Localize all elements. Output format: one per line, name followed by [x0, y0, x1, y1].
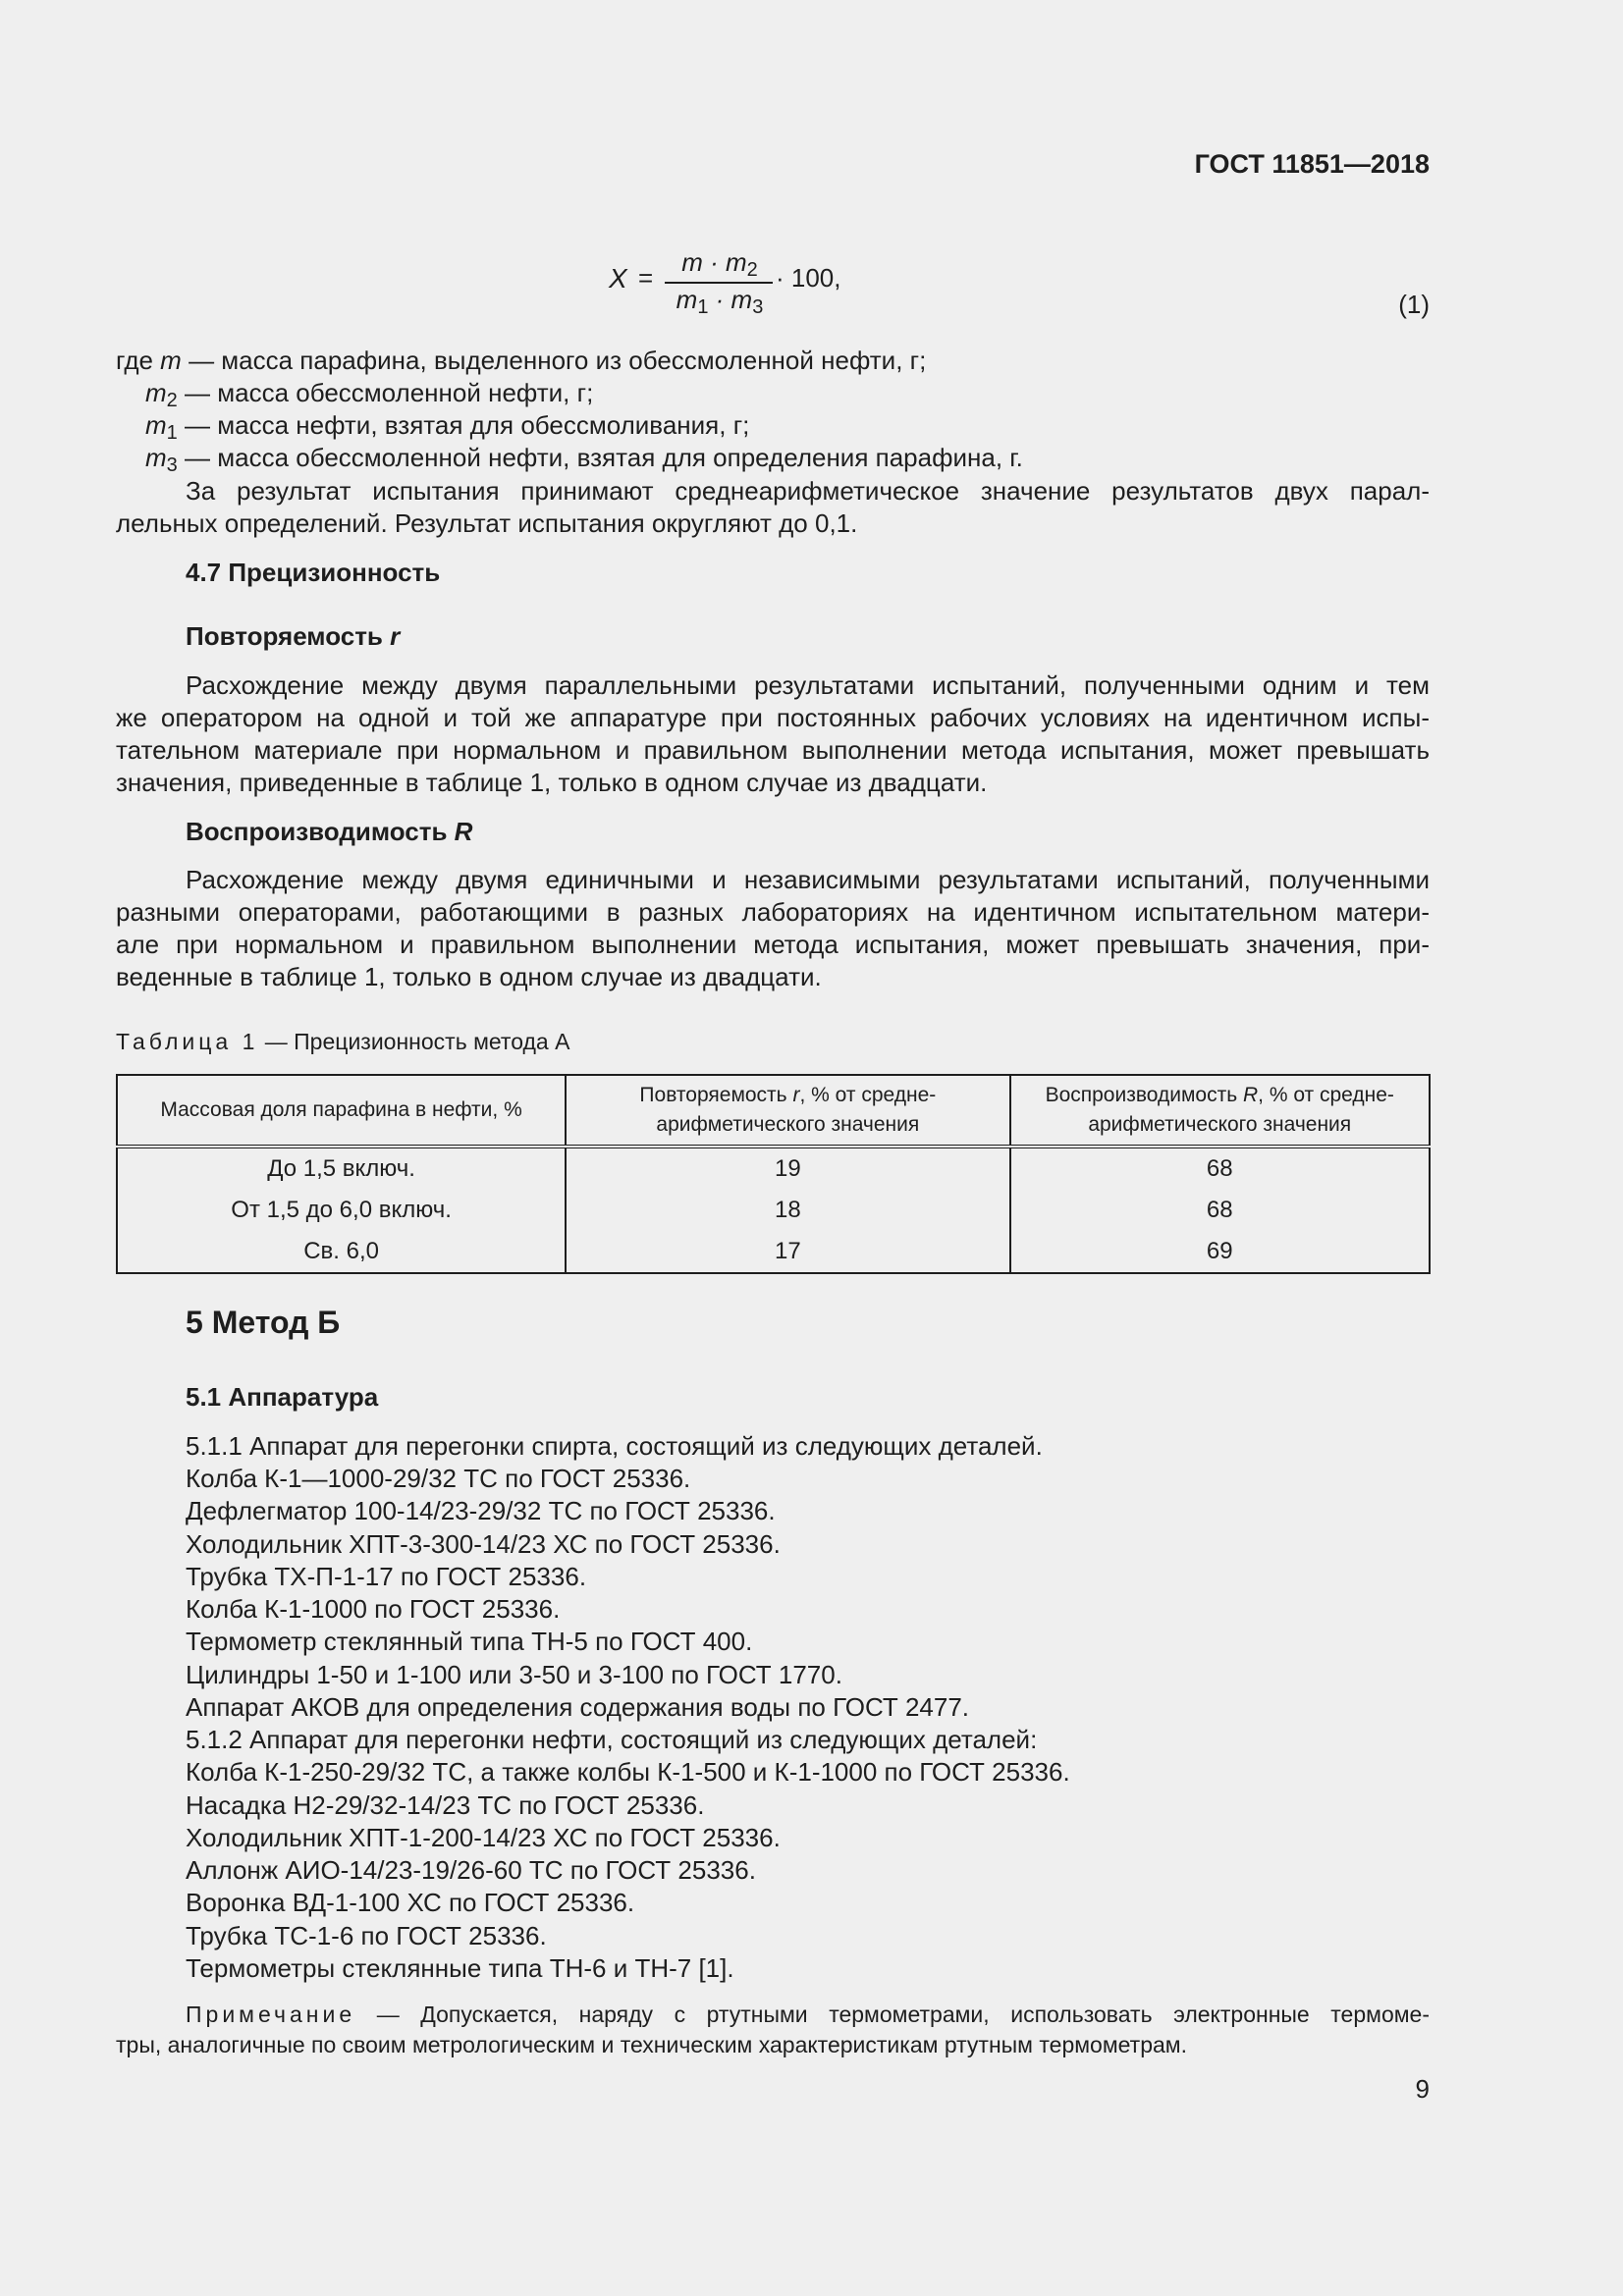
- table-cell: 68: [1010, 1147, 1430, 1190]
- note-line-1: Примечание — Допускается, наряду с ртутными термометрами, использовать электронные термоме-: [186, 2002, 1430, 2027]
- table-row: [117, 1147, 1430, 1190]
- table-cell: До 1,5 включ.: [117, 1147, 566, 1190]
- formula-numerator: $m \cdot m_2$: [681, 247, 758, 281]
- table-cell: 69: [1010, 1231, 1430, 1273]
- reproducibility-title: Воспроизводимость R: [186, 817, 473, 846]
- col-header-paraffin: Массовая доля парафина в нефти, %: [117, 1075, 566, 1147]
- apparatus-item: Холодильник ХПТ-1-200-14/23 ХС по ГОСТ 25336.: [186, 1823, 781, 1852]
- where-line-m1: $m_1$ — масса нефти, взятая для обессмоливания, г;: [145, 410, 750, 444]
- repeatability-line-3: тательном материале при нормальном и правильном выполнении метода испытания, может превышать: [116, 735, 1430, 765]
- col-header-repeatability: Повторяемость r, % от средне- арифметического значения: [566, 1075, 1009, 1147]
- table-cell: От 1,5 до 6,0 включ.: [117, 1190, 566, 1231]
- apparatus-item: 5.1.2 Аппарат для перегонки нефти, состоящий из следующих деталей:: [186, 1725, 1038, 1754]
- repeatability-line-2: же оператором на одной и той же аппаратуре при постоянных рабочих условиях на идентичном испы-: [116, 703, 1430, 732]
- section-4-7-title: 4.7 Прецизионность: [186, 558, 441, 587]
- repeatability-title: Повторяемость r: [186, 621, 401, 651]
- apparatus-item: Холодильник ХПТ-3-300-14/23 ХС по ГОСТ 25336.: [186, 1529, 781, 1559]
- table-cell: 17: [566, 1231, 1009, 1273]
- table-cell: Св. 6,0: [117, 1231, 566, 1273]
- table-cell: 18: [566, 1190, 1009, 1231]
- table-cell: 19: [566, 1147, 1009, 1190]
- formula-equals: =: [638, 263, 654, 293]
- reproducibility-line-3: але при нормальном и правильном выполнении метода испытания, может превышать значения, при-: [116, 930, 1430, 959]
- apparatus-item: Колба К-1—1000-29/32 ТС по ГОСТ 25336.: [186, 1464, 691, 1493]
- apparatus-item: 5.1.1 Аппарат для перегонки спирта, состоящий из следующих деталей.: [186, 1431, 1043, 1461]
- precision-table: [116, 1074, 1431, 1274]
- apparatus-item: Трубка ТХ-П-1-17 по ГОСТ 25336.: [186, 1562, 587, 1591]
- apparatus-item: Термометры стеклянные типа ТН-6 и ТН-7 [1].: [186, 1953, 734, 1983]
- apparatus-item: Насадка Н2-29/32-14/23 ТС по ГОСТ 25336.: [186, 1790, 705, 1820]
- table-1-caption: Таблица 1 — Прецизионность метода А: [116, 1029, 570, 1054]
- formula-1: [609, 247, 844, 330]
- table-row: [117, 1231, 1430, 1273]
- apparatus-item: Воронка ВД-1-100 ХС по ГОСТ 25336.: [186, 1888, 635, 1917]
- table-header-row: [117, 1075, 1430, 1147]
- apparatus-item: Аллонж АИО-14/23-19/26-60 ТС по ГОСТ 25336.: [186, 1855, 756, 1885]
- apparatus-item: Цилиндры 1-50 и 1-100 или 3-50 и 3-100 по ГОСТ 1770.: [186, 1660, 842, 1689]
- apparatus-item: Термометр стеклянный типа ТН-5 по ГОСТ 400.: [186, 1627, 753, 1656]
- formula-lhs: X: [609, 263, 627, 294]
- apparatus-item: Колба К-1-250-29/32 ТС, а также колбы К-1-500 и К-1-1000 по ГОСТ 25336.: [186, 1757, 1070, 1787]
- col-header-reproducibility: Воспроизводимость R, % от средне- арифметического значения: [1010, 1075, 1430, 1147]
- note-line-2: тры, аналогичные по своим метрологическим и техническим характеристикам ртутным термометрам.: [116, 2032, 1188, 2057]
- reproducibility-line-2: разными операторами, работающими в разных лабораториях на идентичном испытательном матери-: [116, 897, 1430, 927]
- result-paragraph-line-2: лельных определений. Результат испытания округляют до 0,1.: [116, 508, 858, 538]
- where-line-m2: $m_2$ — масса обессмоленной нефти, г;: [145, 378, 594, 411]
- formula-fraction-bar: [665, 282, 773, 284]
- table-cell: 68: [1010, 1190, 1430, 1231]
- reproducibility-line-1: Расхождение между двумя единичными и независимыми результатами испытаний, полученными: [186, 865, 1430, 894]
- formula-tail: · 100,: [776, 263, 841, 293]
- where-line-m3: $m_3$ — масса обессмоленной нефти, взятая для определения парафина, г.: [145, 443, 1023, 476]
- apparatus-item: Аппарат АКОВ для определения содержания воды по ГОСТ 2477.: [186, 1692, 970, 1722]
- page-number: 9: [1415, 2074, 1430, 2104]
- apparatus-item: Дефлегматор 100-14/23-29/32 ТС по ГОСТ 25336.: [186, 1496, 776, 1525]
- formula-number: (1): [1398, 290, 1430, 319]
- apparatus-item: Трубка ТС-1-6 по ГОСТ 25336.: [186, 1921, 547, 1950]
- document-header: ГОСТ 11851—2018: [1194, 149, 1430, 179]
- where-line-m: где m — масса парафина, выделенного из обессмоленной нефти, г;: [116, 346, 927, 375]
- formula-denominator: $m_1 \cdot m_3$: [676, 285, 764, 318]
- repeatability-line-1: Расхождение между двумя параллельными результатами испытаний, полученными одним и тем: [186, 670, 1430, 700]
- result-paragraph-line-1: За результат испытания принимают среднеарифметическое значение результатов двух парал-: [186, 476, 1430, 506]
- section-5-1-title: 5.1 Аппаратура: [186, 1382, 379, 1412]
- apparatus-item: Колба К-1-1000 по ГОСТ 25336.: [186, 1594, 561, 1624]
- section-5-title: 5 Метод Б: [186, 1305, 341, 1340]
- reproducibility-line-4: веденные в таблице 1, только в одном случае из двадцати.: [116, 962, 822, 991]
- repeatability-line-4: значения, приведенные в таблице 1, только в одном случае из двадцати.: [116, 768, 988, 797]
- table-row: [117, 1190, 1430, 1231]
